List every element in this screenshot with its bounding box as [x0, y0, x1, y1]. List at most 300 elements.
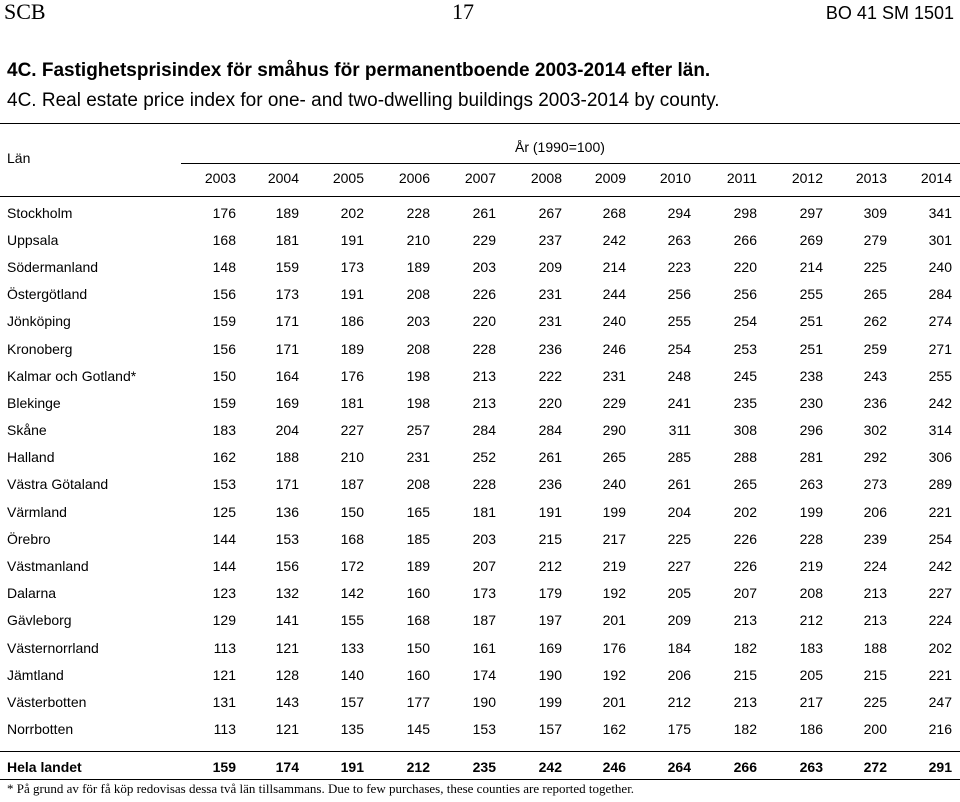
index-value: 172 [340, 558, 364, 575]
index-value: 148 [212, 258, 236, 275]
index-value: 189 [406, 558, 430, 575]
index-value: 174 [472, 666, 496, 683]
year-header: 2007 [464, 170, 496, 186]
index-value: 157 [538, 721, 562, 738]
index-value: 269 [799, 231, 823, 248]
table-row [0, 471, 960, 498]
index-value: 160 [406, 585, 430, 602]
header-bottom-rule [0, 196, 960, 197]
total-value: 235 [472, 758, 496, 775]
row-padding [952, 362, 960, 389]
year-header: 2006 [398, 170, 430, 186]
index-value: 213 [472, 394, 496, 411]
row-padding [952, 444, 960, 471]
index-value: 259 [863, 340, 887, 357]
index-value: 231 [538, 313, 562, 330]
index-value: 231 [602, 367, 626, 384]
table-row [0, 525, 960, 552]
index-value: 213 [733, 693, 757, 710]
row-padding [952, 580, 960, 607]
index-value: 341 [928, 204, 952, 221]
row-padding [952, 607, 960, 634]
index-value: 266 [733, 231, 757, 248]
index-value: 200 [863, 721, 887, 738]
index-value: 204 [667, 503, 691, 520]
row-padding [952, 199, 960, 226]
index-value: 220 [472, 313, 496, 330]
index-value: 242 [928, 558, 952, 575]
index-value: 224 [928, 612, 952, 629]
year-group-rule [181, 163, 960, 164]
index-value: 198 [406, 367, 430, 384]
index-value: 207 [472, 558, 496, 575]
index-value: 191 [340, 231, 364, 248]
county-name: Dalarna [7, 585, 57, 602]
county-name: Örebro [7, 530, 51, 547]
index-value: 311 [668, 422, 691, 439]
index-value: 243 [863, 367, 887, 384]
index-value: 242 [602, 231, 626, 248]
row-padding [952, 753, 960, 780]
index-value: 220 [538, 394, 562, 411]
index-value: 206 [667, 666, 691, 683]
index-value: 144 [212, 530, 236, 547]
index-value: 221 [928, 666, 952, 683]
total-label: Hela landet [7, 758, 82, 775]
index-value: 246 [602, 340, 626, 357]
index-value: 226 [472, 286, 496, 303]
row-padding [952, 471, 960, 498]
table-row [0, 389, 960, 416]
total-value: 263 [799, 758, 823, 775]
index-value: 226 [733, 558, 757, 575]
index-value: 176 [212, 204, 236, 221]
index-value: 242 [928, 394, 952, 411]
index-value: 256 [667, 286, 691, 303]
index-value: 173 [340, 258, 364, 275]
index-value: 297 [799, 204, 823, 221]
index-value: 161 [472, 639, 496, 656]
total-value: 191 [340, 758, 364, 775]
index-value: 202 [340, 204, 364, 221]
index-value: 289 [928, 476, 952, 493]
row-padding [952, 226, 960, 253]
index-value: 215 [538, 530, 562, 547]
index-value: 224 [863, 558, 887, 575]
table-row [0, 226, 960, 253]
index-value: 262 [863, 313, 887, 330]
year-header: 2003 [204, 170, 236, 186]
table-row [0, 253, 960, 280]
index-value: 237 [538, 231, 562, 248]
index-value: 225 [863, 693, 887, 710]
total-value: 159 [212, 758, 236, 775]
index-value: 302 [863, 422, 887, 439]
index-value: 123 [212, 585, 236, 602]
index-value: 230 [799, 394, 823, 411]
index-value: 254 [667, 340, 691, 357]
index-value: 153 [212, 476, 236, 493]
index-value: 143 [275, 693, 299, 710]
county-name: Halland [7, 449, 55, 466]
index-value: 284 [472, 422, 496, 439]
total-row [0, 753, 960, 780]
county-name: Värmland [7, 503, 67, 520]
index-value: 210 [406, 231, 430, 248]
index-value: 121 [212, 666, 236, 683]
row-padding [952, 417, 960, 444]
county-name: Blekinge [7, 394, 61, 411]
index-value: 261 [538, 449, 562, 466]
index-value: 268 [602, 204, 626, 221]
index-value: 216 [928, 721, 952, 738]
index-value: 223 [667, 258, 691, 275]
index-value: 253 [733, 340, 757, 357]
page-number: 17 [452, 0, 474, 24]
index-value: 202 [928, 639, 952, 656]
index-value: 231 [406, 449, 430, 466]
total-value: 272 [863, 758, 887, 775]
index-value: 175 [667, 721, 691, 738]
index-value: 173 [472, 585, 496, 602]
table-row [0, 444, 960, 471]
index-value: 257 [406, 422, 430, 439]
year-header: 2012 [791, 170, 823, 186]
index-value: 199 [602, 503, 626, 520]
footnote: * På grund av för få köp redovisas dessa två län tillsammans. Due to few purchases, these counties are reported together. [7, 781, 635, 796]
index-value: 229 [602, 394, 626, 411]
index-value: 265 [733, 476, 757, 493]
total-value: 266 [733, 758, 757, 775]
index-value: 314 [928, 422, 952, 439]
price-index-table [0, 199, 960, 743]
row-padding [952, 661, 960, 688]
index-value: 177 [406, 693, 430, 710]
index-value: 213 [863, 585, 887, 602]
row-padding [952, 525, 960, 552]
index-value: 165 [406, 503, 430, 520]
index-value: 251 [799, 340, 823, 357]
report-code: BO 41 SM 1501 [825, 3, 954, 23]
index-value: 228 [472, 476, 496, 493]
index-value: 284 [538, 422, 562, 439]
index-value: 229 [472, 231, 496, 248]
index-value: 212 [667, 693, 691, 710]
index-value: 285 [667, 449, 691, 466]
index-value: 181 [472, 503, 496, 520]
index-value: 142 [340, 585, 364, 602]
index-value: 248 [667, 367, 691, 384]
index-value: 183 [212, 422, 236, 439]
county-name: Kalmar och Gotland* [7, 367, 137, 384]
index-value: 212 [799, 612, 823, 629]
index-value: 251 [799, 313, 823, 330]
index-value: 150 [212, 367, 236, 384]
index-value: 210 [340, 449, 364, 466]
index-value: 168 [212, 231, 236, 248]
index-value: 140 [340, 666, 364, 683]
table-row [0, 281, 960, 308]
row-padding [952, 552, 960, 579]
index-value: 217 [602, 530, 626, 547]
index-value: 169 [538, 639, 562, 656]
index-value: 273 [863, 476, 887, 493]
row-padding [952, 253, 960, 280]
index-value: 245 [733, 367, 757, 384]
index-value: 162 [602, 721, 626, 738]
index-value: 202 [733, 503, 757, 520]
index-value: 226 [733, 530, 757, 547]
index-value: 113 [213, 639, 236, 656]
county-name: Gävleborg [7, 612, 72, 629]
index-value: 199 [538, 693, 562, 710]
index-value: 182 [733, 639, 757, 656]
index-value: 182 [733, 721, 757, 738]
county-name: Skåne [7, 422, 47, 439]
total-value: 174 [275, 758, 299, 775]
table-row [0, 498, 960, 525]
total-value: 246 [602, 758, 626, 775]
year-header: 2011 [726, 170, 757, 186]
year-header: 2014 [920, 170, 952, 186]
index-value: 241 [667, 394, 691, 411]
index-value: 203 [472, 530, 496, 547]
index-value: 225 [863, 258, 887, 275]
index-value: 261 [667, 476, 691, 493]
index-value: 207 [733, 585, 757, 602]
index-value: 281 [799, 449, 823, 466]
row-padding [952, 308, 960, 335]
index-value: 181 [275, 231, 299, 248]
index-value: 159 [212, 313, 236, 330]
index-value: 129 [212, 612, 236, 629]
table-row [0, 362, 960, 389]
county-name: Södermanland [7, 258, 99, 275]
total-value: 291 [928, 758, 952, 775]
index-value: 254 [928, 530, 952, 547]
table-row [0, 308, 960, 335]
index-value: 185 [406, 530, 430, 547]
index-value: 255 [928, 367, 952, 384]
county-name: Östergötland [7, 286, 88, 303]
index-value: 227 [340, 422, 364, 439]
index-value: 198 [406, 394, 430, 411]
index-value: 113 [213, 721, 236, 738]
index-value: 135 [340, 721, 364, 738]
row-padding [952, 389, 960, 416]
index-value: 227 [928, 585, 952, 602]
index-value: 156 [275, 558, 299, 575]
index-value: 308 [733, 422, 757, 439]
index-value: 228 [799, 530, 823, 547]
index-value: 213 [863, 612, 887, 629]
index-value: 263 [799, 476, 823, 493]
county-name: Västerbotten [7, 693, 87, 710]
county-name: Kronoberg [7, 340, 73, 357]
index-value: 214 [799, 258, 823, 275]
index-value: 292 [863, 449, 887, 466]
index-value: 213 [472, 367, 496, 384]
index-value: 208 [406, 286, 430, 303]
table-row [0, 552, 960, 579]
index-value: 209 [667, 612, 691, 629]
table-row [0, 607, 960, 634]
index-value: 173 [275, 286, 299, 303]
index-value: 227 [667, 558, 691, 575]
index-value: 222 [538, 367, 562, 384]
index-value: 144 [212, 558, 236, 575]
index-value: 228 [472, 340, 496, 357]
index-value: 150 [340, 503, 364, 520]
year-header: 2004 [267, 170, 299, 186]
index-value: 215 [863, 666, 887, 683]
index-value: 221 [928, 503, 952, 520]
index-value: 186 [799, 721, 823, 738]
total-value: 264 [667, 758, 691, 775]
index-value: 157 [340, 693, 364, 710]
index-value: 236 [538, 476, 562, 493]
index-value: 183 [799, 639, 823, 656]
county-name: Jönköping [7, 313, 71, 330]
index-value: 240 [602, 313, 626, 330]
index-value: 244 [602, 286, 626, 303]
index-value: 168 [340, 530, 364, 547]
table-row [0, 688, 960, 715]
table-row [0, 580, 960, 607]
index-value: 294 [667, 204, 691, 221]
index-value: 279 [863, 231, 887, 248]
row-padding [952, 634, 960, 661]
index-value: 219 [602, 558, 626, 575]
index-value: 199 [799, 503, 823, 520]
index-value: 159 [212, 394, 236, 411]
index-value: 288 [733, 449, 757, 466]
index-value: 214 [602, 258, 626, 275]
index-value: 240 [928, 258, 952, 275]
index-value: 201 [602, 612, 626, 629]
county-name: Stockholm [7, 204, 73, 221]
index-value: 171 [275, 340, 299, 357]
index-value: 136 [275, 503, 299, 520]
index-value: 201 [602, 693, 626, 710]
national-total-table [0, 753, 960, 780]
index-value: 209 [538, 258, 562, 275]
index-value: 204 [275, 422, 299, 439]
index-value: 228 [406, 204, 430, 221]
year-group-header: År (1990=100) [515, 139, 605, 155]
index-value: 187 [340, 476, 364, 493]
index-value: 189 [275, 204, 299, 221]
index-value: 171 [275, 313, 299, 330]
county-name: Västra Götaland [7, 476, 109, 493]
index-value: 187 [472, 612, 496, 629]
index-value: 219 [799, 558, 823, 575]
index-value: 156 [212, 286, 236, 303]
year-header: 2005 [332, 170, 364, 186]
index-value: 145 [406, 721, 430, 738]
index-value: 298 [733, 204, 757, 221]
index-value: 192 [602, 666, 626, 683]
year-header: 2010 [659, 170, 691, 186]
index-value: 261 [472, 204, 496, 221]
index-value: 203 [472, 258, 496, 275]
index-value: 156 [212, 340, 236, 357]
index-value: 131 [212, 693, 236, 710]
total-value: 242 [538, 758, 562, 775]
index-value: 153 [275, 530, 299, 547]
index-value: 184 [667, 639, 691, 656]
index-value: 271 [928, 340, 952, 357]
county-name: Norrbotten [7, 721, 74, 738]
index-value: 240 [602, 476, 626, 493]
index-value: 181 [340, 394, 364, 411]
table-row [0, 716, 960, 743]
index-value: 192 [602, 585, 626, 602]
index-value: 256 [733, 286, 757, 303]
row-padding [952, 688, 960, 715]
row-padding [952, 281, 960, 308]
index-value: 212 [538, 558, 562, 575]
county-name: Västernorrland [7, 639, 99, 656]
index-value: 254 [733, 313, 757, 330]
index-value: 132 [275, 585, 299, 602]
table-title-english: 4C. Real estate price index for one- and two-dwelling buildings 2003-2014 by county. [7, 90, 720, 111]
index-value: 190 [472, 693, 496, 710]
index-value: 153 [472, 721, 496, 738]
index-value: 164 [275, 367, 299, 384]
row-padding [952, 498, 960, 525]
index-value: 296 [799, 422, 823, 439]
index-value: 235 [733, 394, 757, 411]
row-padding [952, 335, 960, 362]
index-value: 252 [472, 449, 496, 466]
index-value: 191 [340, 286, 364, 303]
top-rule [0, 123, 960, 124]
index-value: 203 [406, 313, 430, 330]
county-name: Jämtland [7, 666, 64, 683]
index-value: 306 [928, 449, 952, 466]
index-value: 208 [799, 585, 823, 602]
index-value: 238 [799, 367, 823, 384]
index-value: 284 [928, 286, 952, 303]
publisher-label: SCB [4, 0, 46, 24]
index-value: 188 [275, 449, 299, 466]
index-value: 255 [799, 286, 823, 303]
index-value: 160 [406, 666, 430, 683]
table-row [0, 634, 960, 661]
index-value: 171 [275, 476, 299, 493]
index-value: 255 [667, 313, 691, 330]
index-value: 121 [275, 639, 299, 656]
index-value: 213 [733, 612, 757, 629]
index-value: 176 [340, 367, 364, 384]
year-header: 2009 [594, 170, 626, 186]
index-value: 188 [863, 639, 887, 656]
index-value: 206 [863, 503, 887, 520]
index-value: 208 [406, 340, 430, 357]
index-value: 225 [667, 530, 691, 547]
index-value: 265 [602, 449, 626, 466]
index-value: 121 [275, 721, 299, 738]
index-value: 215 [733, 666, 757, 683]
index-value: 141 [275, 612, 299, 629]
index-value: 125 [212, 503, 236, 520]
index-value: 162 [212, 449, 236, 466]
index-value: 133 [340, 639, 364, 656]
index-value: 205 [667, 585, 691, 602]
index-value: 155 [340, 612, 364, 629]
table-title-swedish: 4C. Fastighetsprisindex för småhus för permanentboende 2003-2014 efter län. [7, 60, 711, 81]
